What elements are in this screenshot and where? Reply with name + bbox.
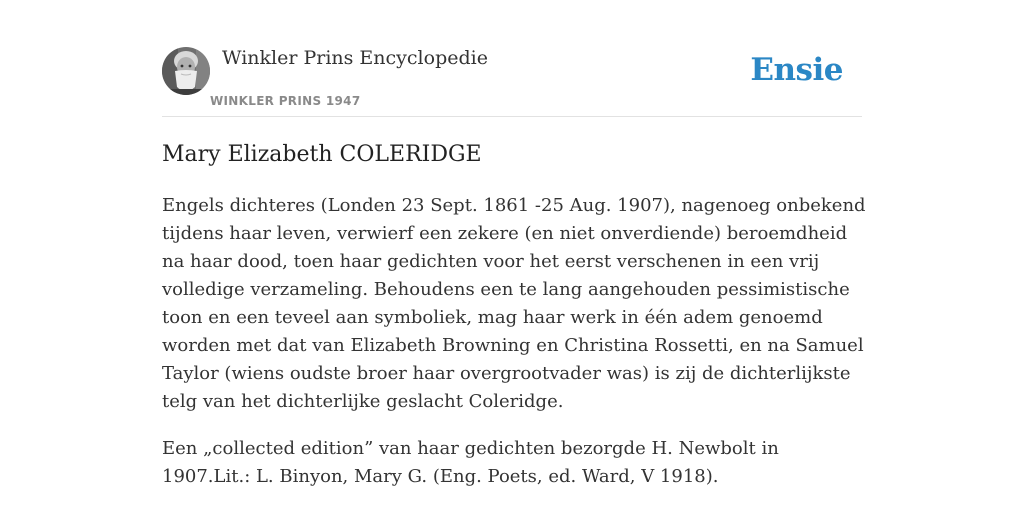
author-avatar[interactable] [162, 47, 210, 95]
brand-logo-link[interactable]: Ensie [750, 52, 843, 88]
article-body [162, 192, 866, 510]
article-title: Mary Elizabeth COLERIDGE [162, 142, 482, 167]
source-title[interactable]: Winkler Prins Encyclopedie [222, 47, 488, 69]
article-paragraph: Een „collected edition” van haar gedichten bezorgde H. Newbolt in 1907.Lit.: L. Binyon, Mary G. (Eng. Poets, ed. Ward, V 1918). [162, 438, 779, 487]
source-header [162, 44, 862, 117]
bearded-man-portrait-icon [162, 47, 210, 95]
article-paragraph: Engels dichteres (Londen 23 Sept. 1861 -25 Aug. 1907), nagenoeg onbekend tijdens haar leven, verwierf een zekere (en niet onverdiende) beroemdheid na haar dood, toen haar gedichten voor het eerst verschenen in een vrij volledige verzameling. Behoudens een te lang aangehouden pessimistische toon en een teveel aan symboliek, mag haar werk in één adem genoemd worden met dat van Elizabeth Browning en Christina Rossetti, en na Samuel Taylor (wiens oudste broer haar overgrootvader was) is zij de dichterlijkste telg van het dichterlijke geslacht Coleridge. [162, 195, 866, 412]
source-subtitle: WINKLER PRINS 1947 [210, 94, 361, 108]
